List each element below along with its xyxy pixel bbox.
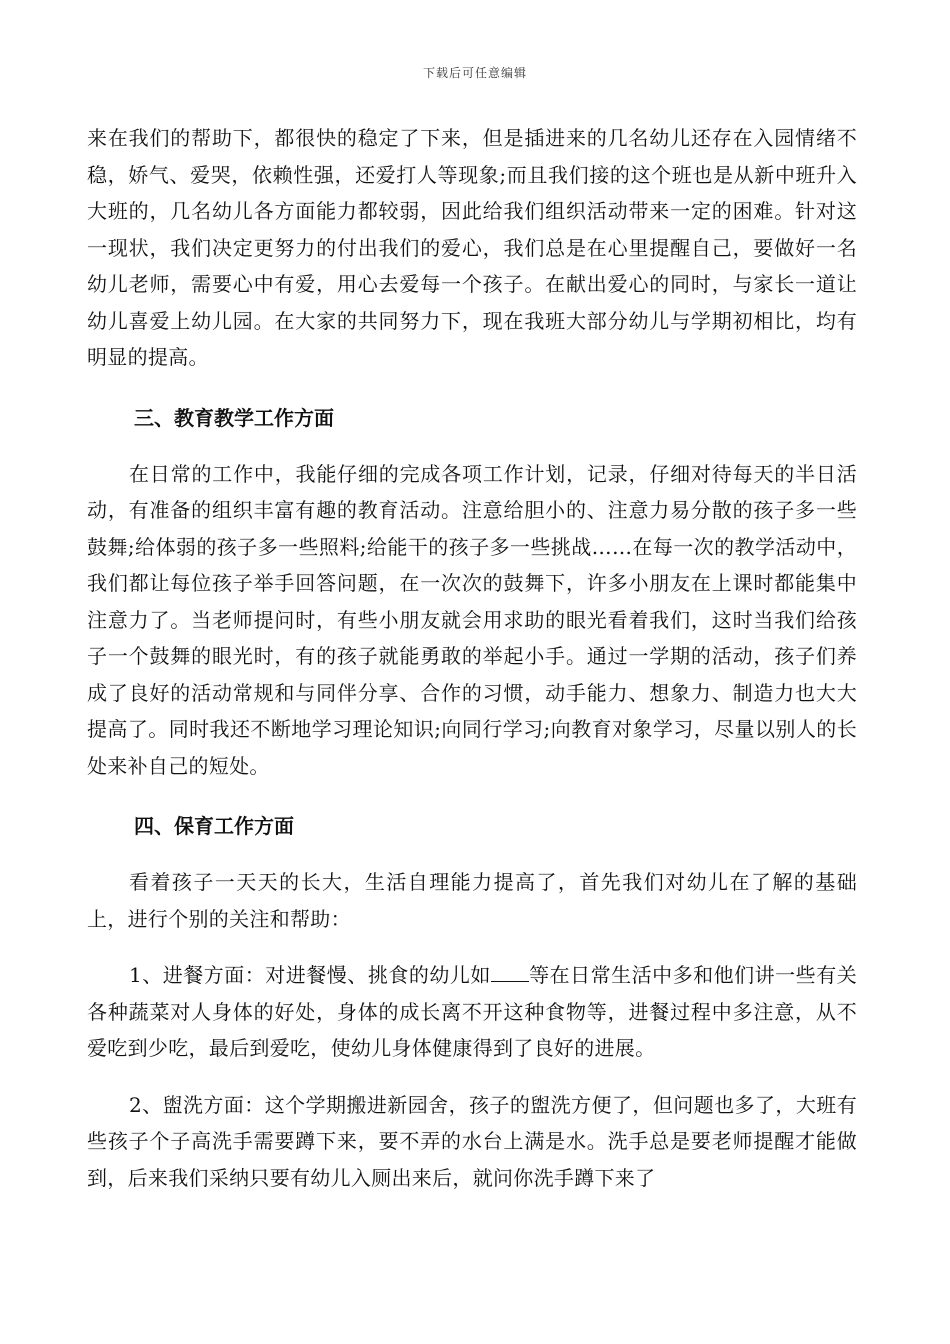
paragraph-care-intro: 看着孩子一天天的长大，生活自理能力提高了，首先我们对幼儿在了解的基础上，进行个别的关注和帮助： [87, 870, 857, 931]
meals-text-after: 等在日常生活中多和他们讲一些有关各种蔬菜对人身体的好处，身体的成长离不开这种食物等，进餐过程中多注意，从不爱吃到少吃，最后到爱吃，使幼儿身体健康得到了良好的进展。 [87, 963, 857, 1060]
meals-text-before: 1、进餐方面：对进餐慢、挑食的幼儿如 [129, 963, 491, 987]
document-body [87, 120, 857, 1196]
paragraph-continuation: 来在我们的帮助下，都很快的稳定了下来，但是插进来的几名幼儿还存在入园情绪不稳，娇气、爱哭，依赖性强，还爱打人等现象;而且我们接的这个班也是从新中班升入大班的，几名幼儿各方面能力都较弱，因此给我们组织活动带来一定的困难。针对这一现状，我们决定更努力的付出我们的爱心，我们总是在心里提醒自己，要做好一名幼儿老师，需要心中有爱，用心去爱每一个孩子。在献出爱心的同时，与家长一道让幼儿喜爱上幼儿园。在大家的共同努力下，现在我班大部分幼儿与学期初相比，均有明显的提高。 [87, 126, 857, 369]
section-heading-3: 三、教育教学工作方面 [134, 405, 334, 430]
paragraph-washing: 2、盥洗方面：这个学期搬进新园舍，孩子的盥洗方便了，但问题也多了，大班有些孩子个子高洗手需要蹲下来，要不弄的水台上满是水。洗手总是要老师提醒才能做到，后来我们采纳只要有幼儿入厕出来后，就问你洗手蹲下来了 [87, 1092, 857, 1190]
header-note: 下载后可任意编辑 [422, 66, 527, 80]
section-heading-4: 四、保育工作方面 [134, 814, 294, 838]
fill-in-blank [491, 963, 529, 982]
paragraph-meals [87, 957, 857, 1067]
paragraph-teaching: 在日常的工作中，我能仔细的完成各项工作计划，记录，仔细对待每天的半日活动，有准备的组织丰富有趣的教育活动。注意给胆小的、注意力易分散的孩子多一些鼓舞;给体弱的孩子多一些照料;给能干的孩子多一些挑战……在每一次的教学活动中，我们都让每位孩子举手回答问题，在一次次的鼓舞下，许多小朋友在上课时都能集中注意力了。当老师提问时，有些小朋友就会用求助的眼光看着我们，这时当我们给孩子一个鼓舞的眼光时，有的孩子就能勇敢的举起小手。通过一学期的活动，孩子们养成了良好的活动常规和与同伴分享、合作的习惯，动手能力、想象力、制造力也大大提高了。同时我还不断地学习理论知识;向同行学习;向教育对象学习，尽量以别人的长处来补自己的短处。 [87, 461, 857, 778]
